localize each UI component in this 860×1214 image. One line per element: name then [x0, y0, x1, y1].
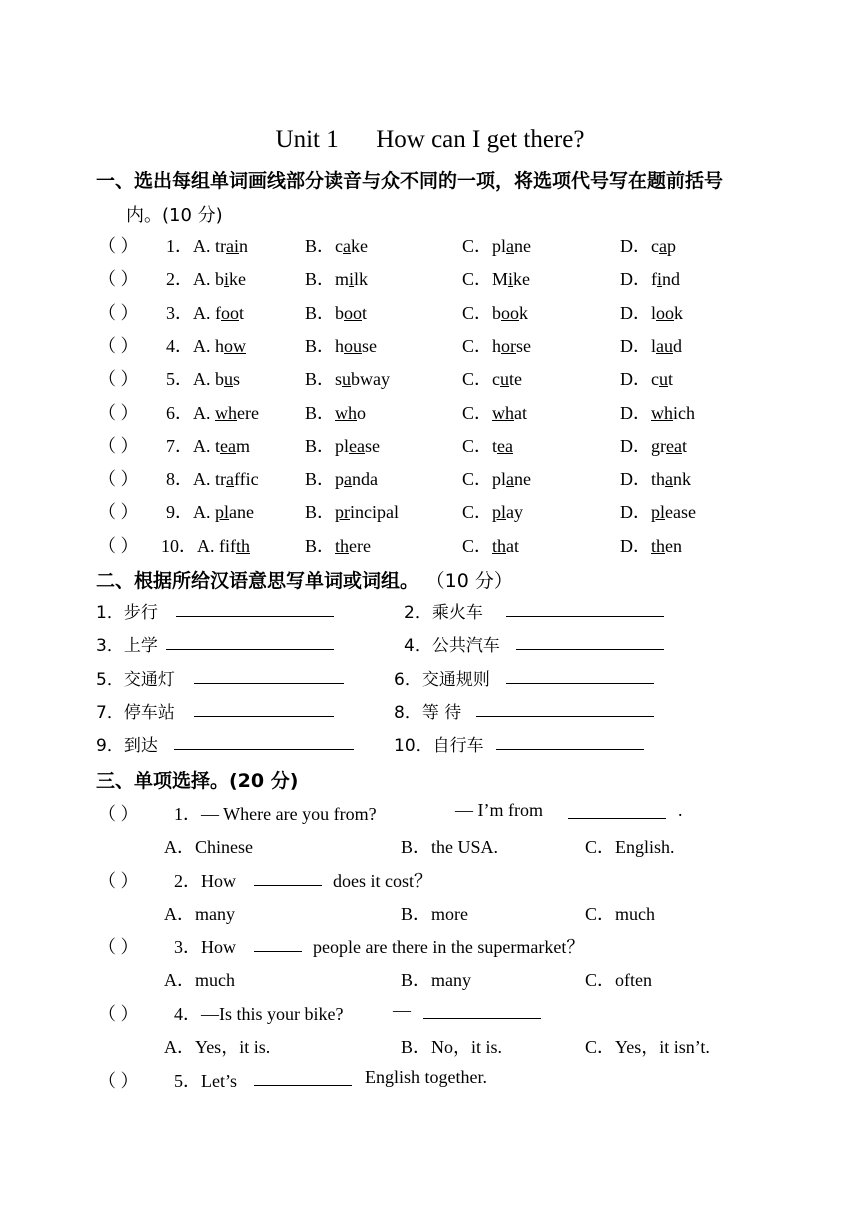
option-c	[462, 432, 513, 458]
option-a	[166, 299, 244, 325]
option-c	[462, 399, 527, 425]
underlined-letters: a	[344, 469, 353, 490]
answer-blank	[506, 598, 664, 617]
underlined-letters: oo	[344, 302, 363, 323]
option-letter: C．	[462, 435, 493, 456]
option-letter: D．	[620, 302, 651, 323]
option-d	[620, 232, 676, 258]
item-number: 3．A.	[166, 302, 215, 323]
underlined-letters: th	[492, 535, 507, 556]
word-c: what	[492, 402, 528, 423]
question-text: 4．—Is this your bike?	[174, 1004, 344, 1024]
question-text-end: does it cost？	[333, 871, 432, 891]
word-c: horse	[492, 335, 532, 356]
mc-question	[0, 867, 860, 895]
option-c	[462, 232, 531, 258]
underlined-letters: ea	[220, 435, 236, 456]
item-number: 5．A.	[166, 369, 215, 390]
mc-option: A．many	[164, 904, 235, 924]
question-row	[0, 498, 860, 526]
word-c: play	[492, 502, 524, 523]
answer-paren: （ ）	[98, 1071, 139, 1091]
word-b: milk	[335, 269, 369, 290]
word-b: cake	[335, 236, 369, 256]
answer-paren: （ ）	[98, 335, 139, 356]
answer-blank	[194, 665, 344, 684]
question-row	[0, 465, 860, 493]
mc-option: C．often	[585, 970, 652, 990]
underlined-letters: th	[335, 535, 350, 556]
option-a	[166, 399, 259, 425]
word-c: plane	[492, 469, 532, 490]
option-b	[305, 498, 399, 524]
answer-paren: （ ）	[98, 369, 139, 390]
answer-blank	[516, 631, 664, 650]
word-a: fifth	[219, 535, 251, 556]
answer-paren: （ ）	[98, 402, 139, 423]
answer-paren: （ ）	[98, 236, 139, 256]
option-letter: D．	[620, 535, 651, 556]
mc-option: C．Yes，it isn’t.	[585, 1037, 710, 1057]
option-letter: D．	[620, 335, 651, 356]
underlined-letters: pr	[335, 502, 351, 523]
option-d	[620, 465, 691, 491]
option-a	[166, 232, 248, 258]
question-text-end: people are there in the supermarket？	[313, 937, 585, 957]
option-d	[620, 332, 682, 358]
word-d: which	[651, 402, 695, 423]
option-b	[305, 299, 367, 325]
option-b	[305, 265, 368, 291]
answer-paren: （ ）	[98, 269, 139, 290]
word-b: panda	[335, 469, 379, 490]
vocab-label: 9．到达	[96, 736, 158, 757]
option-letter: B．	[305, 402, 336, 423]
question-text-end: English together.	[365, 1067, 487, 1087]
answer-paren: （ ）	[98, 535, 139, 556]
question-reply: —	[393, 1000, 411, 1020]
word-d: find	[651, 269, 681, 290]
word-d: cut	[651, 369, 674, 390]
underlined-letters: u	[224, 369, 233, 390]
question-row	[0, 332, 860, 360]
mc-option: A．much	[164, 970, 235, 990]
word-b: there	[335, 535, 372, 556]
word-d: laud	[651, 335, 683, 356]
option-c	[462, 532, 519, 558]
vocab-label: 1．步行	[96, 603, 158, 623]
mc-option: C．English.	[585, 837, 675, 857]
mc-question	[0, 1067, 860, 1095]
underlined-letters: oo	[656, 302, 675, 323]
answer-blank	[176, 598, 334, 617]
option-b	[305, 399, 366, 425]
option-letter: B．	[305, 435, 336, 456]
option-letter: D．	[620, 469, 651, 490]
option-letter: B．	[305, 302, 336, 323]
option-d	[620, 365, 673, 391]
underlined-letters: wh	[215, 402, 237, 423]
answer-blank	[254, 867, 322, 886]
word-c: book	[492, 302, 529, 323]
question-row	[0, 265, 860, 293]
word-b: subway	[335, 369, 391, 390]
underlined-letters: a	[659, 236, 667, 256]
answer-blank	[506, 665, 654, 684]
option-letter: B．	[305, 502, 336, 523]
item-number: 10．A.	[161, 535, 219, 556]
section2-title: 二、根据所给汉语意思写单词或词组。	[96, 570, 420, 592]
option-b	[305, 532, 371, 558]
underlined-letters: a	[665, 469, 674, 490]
option-letter: C．	[462, 502, 493, 523]
word-b: principal	[335, 502, 399, 523]
word-c: cute	[492, 369, 523, 390]
vocab-label: 10．自行车	[394, 736, 484, 757]
option-letter: C．	[462, 469, 493, 490]
answer-paren: （ ）	[98, 469, 139, 490]
answer-paren: （ ）	[98, 302, 139, 323]
word-a: plane	[215, 502, 254, 523]
answer-paren: （ ）	[98, 502, 139, 523]
option-letter: D．	[620, 435, 651, 456]
option-b	[305, 332, 377, 358]
underlined-letters: a	[506, 236, 515, 256]
answer-paren: （ ）	[98, 804, 139, 824]
section1-heading-cont: 内。(10 分)	[126, 205, 223, 226]
mc-option: B．more	[401, 904, 468, 924]
answer-paren: （ ）	[98, 871, 139, 891]
word-a: bus	[215, 369, 241, 390]
question-row	[0, 232, 860, 260]
option-letter: D．	[620, 402, 651, 423]
underlined-letters: a	[226, 469, 234, 490]
underlined-letters: wh	[492, 402, 515, 423]
mc-options	[0, 833, 860, 861]
item-number: 8．A.	[166, 469, 215, 490]
word-c: Mike	[492, 269, 531, 290]
vocab-label: 8．等 待	[394, 702, 462, 723]
option-letter: B．	[305, 369, 336, 390]
underlined-letters: u	[659, 369, 668, 390]
option-a	[166, 365, 240, 391]
mc-question	[0, 933, 860, 961]
underlined-letters: ou	[344, 335, 363, 356]
section1-heading: 一、选出每组单词画线部分读音与众不同的一项，将选项代号写在题前括号	[96, 170, 724, 192]
answer-paren: （ ）	[98, 435, 139, 456]
word-d: look	[651, 302, 684, 323]
underlined-letters: u	[342, 369, 352, 390]
mc-question	[0, 800, 860, 828]
option-letter: C．	[462, 369, 493, 390]
word-a: team	[215, 435, 251, 456]
option-letter: B．	[305, 335, 336, 356]
question-text: 2．How	[174, 871, 236, 891]
option-letter: C．	[462, 236, 493, 256]
item-number: 4．A.	[166, 335, 215, 356]
underlined-letters: or	[501, 335, 517, 356]
word-d: please	[651, 502, 696, 523]
option-letter: B．	[305, 236, 336, 256]
word-c: that	[492, 535, 520, 556]
underlined-letters: ea	[497, 435, 514, 456]
answer-blank	[174, 731, 354, 750]
option-letter: B．	[305, 269, 336, 290]
word-c: tea	[492, 435, 514, 456]
option-d	[620, 265, 680, 291]
option-a	[161, 532, 250, 558]
question-row	[0, 399, 860, 427]
item-number: 6．A.	[166, 402, 215, 423]
word-a: how	[215, 335, 246, 356]
option-d	[620, 399, 695, 425]
question-row	[0, 532, 860, 560]
underlined-letters: wh	[335, 402, 358, 423]
option-letter: C．	[462, 335, 493, 356]
mc-option: C．much	[585, 904, 655, 924]
option-letter: D．	[620, 502, 651, 523]
answer-blank	[194, 698, 334, 717]
underlined-letters: th	[236, 535, 251, 556]
option-b	[305, 232, 368, 258]
vocab-label: 6．交通规则	[394, 669, 490, 690]
word-d: cap	[651, 236, 676, 256]
vocab-label: 4．公共汽车	[404, 636, 500, 657]
underlined-letters: ow	[224, 335, 246, 356]
option-c	[462, 265, 530, 291]
underlined-letters: a	[343, 236, 352, 256]
option-letter: D．	[620, 236, 651, 256]
answer-blank	[254, 1067, 352, 1086]
underlined-letters: oo	[221, 302, 239, 323]
item-number: 2．A.	[166, 269, 215, 290]
word-b: boot	[335, 302, 368, 323]
question-text-end: .	[678, 800, 683, 820]
answer-blank	[254, 933, 302, 952]
underlined-letters: ea	[666, 435, 682, 456]
option-letter: D．	[620, 269, 651, 290]
answer-paren: （ ）	[98, 1004, 139, 1024]
option-a	[166, 498, 254, 524]
underlined-letters: th	[651, 535, 666, 556]
option-letter: C．	[462, 402, 493, 423]
underlined-letters: a	[506, 469, 515, 490]
underlined-letters: i	[657, 269, 663, 290]
word-a: foot	[215, 302, 245, 323]
underlined-letters: oo	[501, 302, 520, 323]
option-letter: C．	[462, 302, 493, 323]
underlined-letters: wh	[651, 402, 673, 423]
question-text: 3．How	[174, 937, 236, 957]
underlined-letters: u	[500, 369, 510, 390]
underlined-letters: i	[349, 269, 355, 290]
word-d: then	[651, 535, 683, 556]
vocab-label: 5．交通灯	[96, 669, 175, 690]
word-a: train	[215, 236, 248, 256]
underlined-letters: pl	[492, 502, 507, 523]
question-row	[0, 365, 860, 393]
word-a: bike	[215, 269, 247, 290]
option-letter: B．	[305, 469, 336, 490]
option-c	[462, 332, 531, 358]
underlined-letters: i	[508, 269, 514, 290]
item-number: 1．A.	[166, 236, 215, 256]
mc-options	[0, 966, 860, 994]
mc-option: B．many	[401, 970, 471, 990]
mc-option: A．Yes，it is.	[164, 1037, 271, 1057]
mc-option: A．Chinese	[164, 837, 253, 857]
mc-option: B．No，it is.	[401, 1037, 503, 1057]
item-number: 9．A.	[166, 502, 215, 523]
option-a	[166, 432, 250, 458]
underlined-letters: ea	[349, 435, 366, 456]
answer-blank	[166, 631, 334, 650]
option-letter: D．	[620, 369, 651, 390]
answer-blank	[568, 800, 666, 819]
question-text: 1．— Where are you from?	[174, 804, 377, 824]
option-letter: B．	[305, 535, 336, 556]
section3-heading: 三、单项选择。(20 分)	[96, 770, 299, 792]
question-reply: — I’m from	[455, 800, 543, 820]
option-d	[620, 432, 687, 458]
section2-heading	[96, 566, 513, 593]
option-b	[305, 432, 380, 458]
word-b: please	[335, 435, 381, 456]
underlined-letters: au	[656, 335, 674, 356]
option-d	[620, 532, 682, 558]
option-d	[620, 498, 696, 524]
option-d	[620, 299, 683, 325]
mc-options	[0, 900, 860, 928]
question-row	[0, 432, 860, 460]
word-d: thank	[651, 469, 692, 490]
section2-score: （10 分）	[425, 570, 513, 592]
option-c	[462, 498, 523, 524]
page-title: Unit 1 How can I get there?	[275, 126, 585, 153]
question-text: 5．Let’s	[174, 1071, 237, 1091]
word-a: where	[215, 402, 259, 423]
option-c	[462, 365, 522, 391]
option-a	[166, 265, 246, 291]
answer-blank	[423, 1000, 541, 1019]
option-b	[305, 465, 378, 491]
word-d: great	[651, 435, 687, 456]
answer-paren: （ ）	[98, 937, 139, 957]
question-row	[0, 299, 860, 327]
mc-question	[0, 1000, 860, 1028]
underlined-letters: pl	[651, 502, 666, 523]
answer-blank	[476, 698, 654, 717]
underlined-letters: i	[224, 269, 230, 290]
option-a	[166, 465, 259, 491]
vocab-label: 2．乘火车	[404, 603, 483, 623]
underlined-letters: pl	[215, 502, 230, 523]
answer-blank	[496, 731, 644, 750]
item-number: 7．A.	[166, 435, 215, 456]
underlined-letters: ai	[226, 236, 239, 256]
word-a: traffic	[215, 469, 259, 490]
option-letter: C．	[462, 535, 493, 556]
option-a	[166, 332, 246, 358]
option-b	[305, 365, 390, 391]
vocab-label: 3．上学	[96, 636, 158, 657]
option-c	[462, 465, 531, 491]
option-c	[462, 299, 528, 325]
mc-option: B．the USA.	[401, 837, 499, 857]
word-c: plane	[492, 236, 532, 256]
word-b: house	[335, 335, 378, 356]
vocab-label: 7．停车站	[96, 702, 175, 723]
word-b: who	[335, 402, 367, 423]
mc-options	[0, 1033, 860, 1061]
option-letter: C．	[462, 269, 493, 290]
